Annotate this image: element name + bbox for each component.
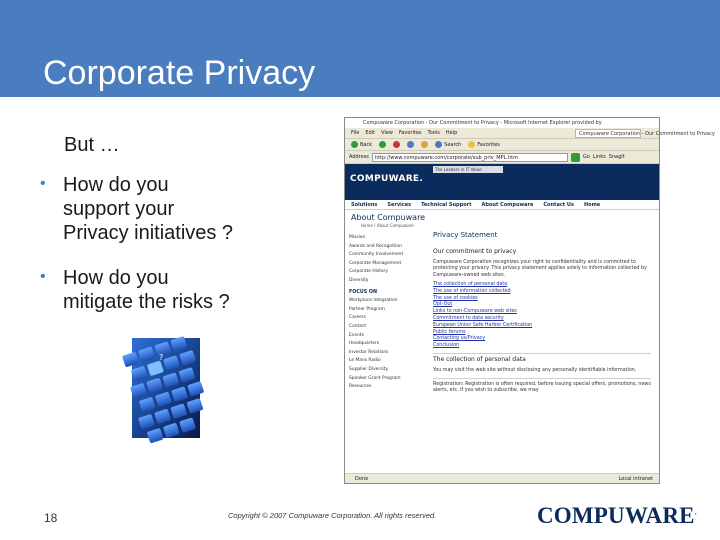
privacy-link[interactable]: The use of information collected xyxy=(433,288,511,294)
menu-help[interactable]: Help xyxy=(445,130,458,136)
back-arrow-icon xyxy=(351,141,358,148)
nav-home[interactable]: Home xyxy=(583,201,601,208)
go-arrow-icon[interactable] xyxy=(571,153,580,162)
bullet-dot-icon: • xyxy=(40,175,46,192)
privacy-link[interactable]: Opt-Out xyxy=(433,302,453,308)
focus-item[interactable]: Events xyxy=(349,332,364,338)
registration-text: Registration: Registration is often required, before issuing special offers, promotions, news alerts, etc. If you wish to subscribe, we may xyxy=(433,381,651,394)
site-tagline: The Leaders in IT Value xyxy=(433,166,503,173)
status-right: Local intranet xyxy=(618,475,653,482)
bullet-text: How do you support your Privacy initiatives ? xyxy=(63,174,234,244)
home-icon[interactable] xyxy=(421,141,428,148)
search-icon xyxy=(435,141,442,148)
nav-solutions[interactable]: Solutions xyxy=(351,201,378,208)
star-icon xyxy=(468,141,475,148)
privacy-link[interactable]: Commitment to data security xyxy=(433,315,504,321)
favorites-button[interactable]: Favorites xyxy=(468,141,500,148)
svg-text:?: ? xyxy=(159,353,164,362)
menu-favorites[interactable]: Favorites xyxy=(398,130,422,136)
page-number: 18 xyxy=(44,511,58,525)
bullet-dot-icon: • xyxy=(40,268,46,285)
compuware-logo-text: COMPUWARE xyxy=(537,503,695,528)
menu-file[interactable]: File xyxy=(351,130,360,136)
nav-technical-support[interactable]: Technical Support xyxy=(421,201,472,208)
slide-title: Corporate Privacy xyxy=(43,54,316,92)
links-label[interactable]: Links xyxy=(592,154,606,160)
focus-item[interactable]: Careers xyxy=(349,315,366,321)
privacy-link[interactable]: Conclusion xyxy=(433,343,460,349)
focus-item[interactable]: Resources xyxy=(349,384,372,390)
browser-menu-bar xyxy=(345,128,715,139)
nav-about[interactable]: About Compuware xyxy=(481,201,534,208)
privacy-links xyxy=(433,282,651,350)
focus-item[interactable]: Speaker Grant Program xyxy=(349,375,401,381)
focus-item[interactable]: Le Mans Radio xyxy=(349,358,381,364)
privacy-link[interactable]: The use of cookies xyxy=(433,295,478,301)
commitment-text: Compuware Corporation recognizes your right to confidentiality and is committed to protecting your privacy. This privacy statement applies solely to information collected by Compuware-owned web sites. xyxy=(433,259,647,279)
slide-title-bar xyxy=(0,0,720,97)
search-button[interactable]: Search xyxy=(435,141,461,148)
focus-item[interactable]: Contact xyxy=(349,323,367,329)
logo-mark: . xyxy=(694,509,697,517)
left-menu-item[interactable]: Awards and Recognition xyxy=(349,243,402,249)
focus-heading: FOCUS ON xyxy=(349,289,377,295)
copyright-text: Copyright © 2007 Compuware Corporation. All rights reserved. xyxy=(228,511,437,520)
intro-text: But … xyxy=(64,134,120,156)
left-menu-item[interactable]: Diversity xyxy=(349,277,369,283)
browser-toolbar xyxy=(345,139,659,151)
section-divider xyxy=(433,353,651,354)
about-heading: About Compuware xyxy=(351,213,426,222)
stop-icon[interactable] xyxy=(393,141,400,148)
section-divider xyxy=(433,378,651,379)
left-menu-item[interactable]: Corporate Management xyxy=(349,260,402,266)
left-menu-item[interactable]: Community Involvement xyxy=(349,252,404,258)
address-input[interactable]: http://www.compuware.com/corporate/sub_priv_MPL.htm xyxy=(372,153,568,162)
privacy-content xyxy=(433,232,651,395)
site-body xyxy=(345,228,659,486)
address-bar xyxy=(345,151,659,164)
site-nav xyxy=(345,200,659,210)
go-button[interactable]: Go xyxy=(582,154,590,160)
snagit-button[interactable]: SnagIt xyxy=(608,154,625,160)
left-menu-item[interactable]: Mission xyxy=(349,235,366,240)
site-logo[interactable]: COMPUWARE. xyxy=(350,174,424,184)
focus-item[interactable]: Investor Relations xyxy=(349,349,389,355)
keyboard-image xyxy=(132,338,200,438)
collection-heading: The collection of personal data xyxy=(433,355,526,363)
refresh-icon[interactable] xyxy=(407,141,414,148)
collection-text: You may visit the web site without disclosing any personally identifiable information. xyxy=(433,367,637,373)
nav-services[interactable]: Services xyxy=(387,201,412,208)
nav-contact[interactable]: Contact Us xyxy=(543,201,574,208)
bullet-item xyxy=(40,173,293,245)
browser-tab[interactable]: Compuware Corporation - Our Commitment to Privacy xyxy=(575,129,641,138)
browser-status-bar xyxy=(345,473,659,483)
site-header xyxy=(345,164,659,200)
privacy-statement-title: Privacy Statement xyxy=(433,231,498,239)
privacy-link[interactable]: European Union Safe Harbor Certification xyxy=(433,322,533,328)
menu-tools[interactable]: Tools xyxy=(427,130,440,136)
menu-view[interactable]: View xyxy=(381,130,393,136)
privacy-link[interactable]: Links to non-Compuware web sites xyxy=(433,309,517,315)
browser-screenshot xyxy=(344,117,715,484)
focus-item[interactable]: Workplace Integration xyxy=(349,298,398,304)
compuware-logo xyxy=(537,503,697,529)
focus-item[interactable]: Headquarters xyxy=(349,341,380,347)
focus-item[interactable]: Partner Program xyxy=(349,306,385,312)
browser-window-title: Compuware Corporation - Our Commitment to Privacy - Microsoft Internet Explorer provided by xyxy=(363,120,602,126)
bullet-item xyxy=(40,266,293,314)
commitment-heading: Our commitment to privacy xyxy=(433,247,517,255)
forward-arrow-icon[interactable] xyxy=(379,141,386,148)
breadcrumb: Home / About Compuware xyxy=(361,223,414,228)
menu-edit[interactable]: Edit xyxy=(365,130,376,136)
status-left: Done xyxy=(355,475,369,482)
focus-item[interactable]: Supplier Diversity xyxy=(349,366,389,372)
bullet-text: How do you mitigate the risks ? xyxy=(63,267,230,313)
browser-title-bar xyxy=(345,118,659,128)
privacy-link[interactable]: Public forums xyxy=(433,329,466,335)
address-label: Address xyxy=(349,154,369,160)
left-menu-item[interactable]: Corporate History xyxy=(349,269,388,275)
privacy-link[interactable]: Contacting us/Privacy xyxy=(433,336,486,342)
back-button[interactable]: Back xyxy=(351,141,372,148)
left-menu xyxy=(349,234,425,392)
privacy-link[interactable]: The collection of personal data xyxy=(433,281,508,287)
